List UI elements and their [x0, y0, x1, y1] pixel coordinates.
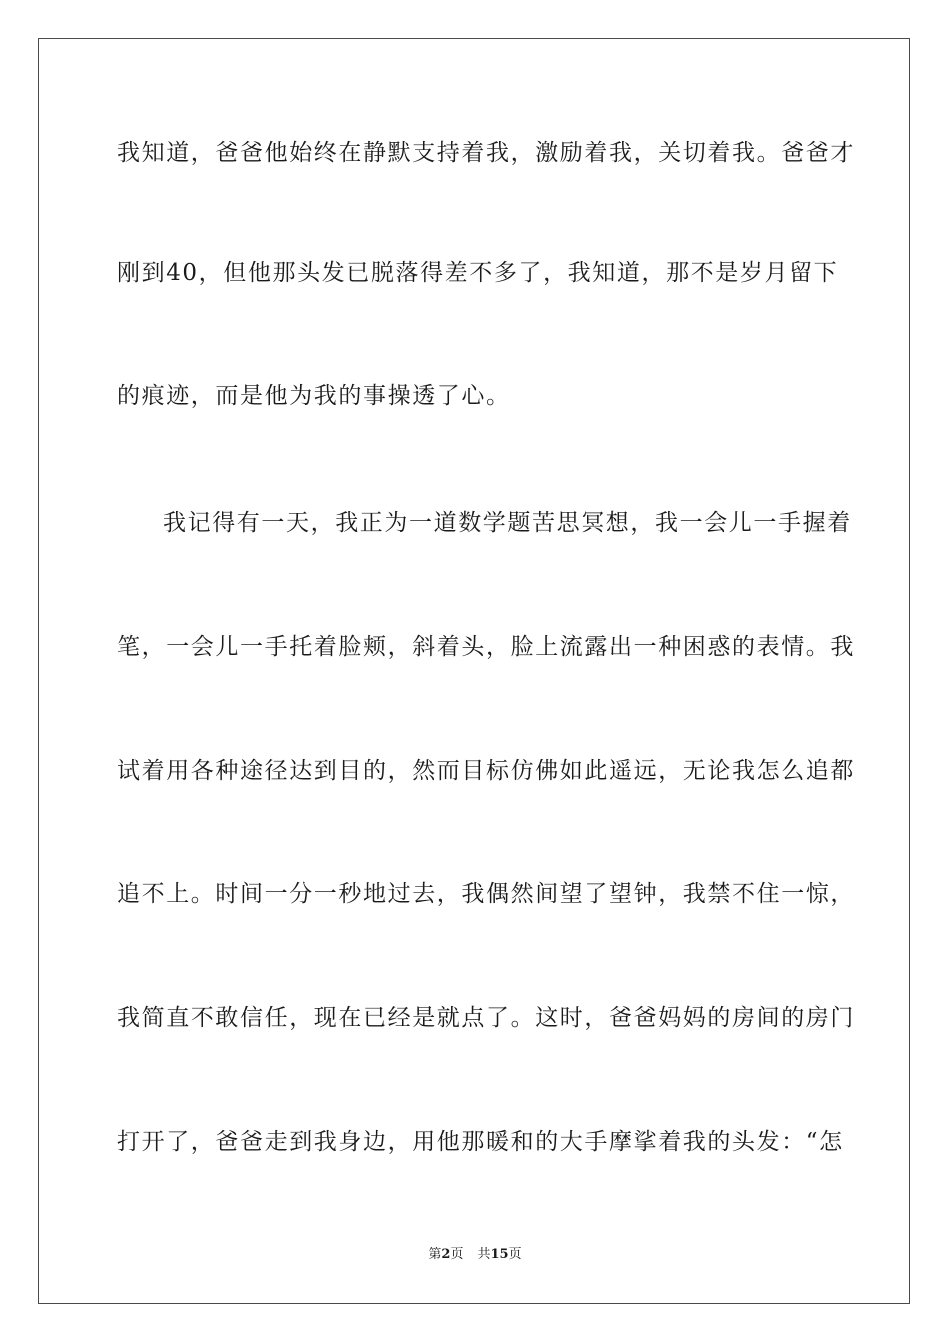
paragraph-line-5: 笔，一会儿一手托着脸颊，斜着头，脸上流露出一种困惑的表情。我 [117, 634, 855, 660]
total-prefix: 共 [477, 1247, 491, 1262]
paragraph-line-7: 追不上。时间一分一秒地过去，我偶然间望了望钟，我禁不住一惊， [117, 881, 855, 907]
total-suffix: 页 [508, 1247, 522, 1262]
paragraph-line-3: 的痕迹，而是他为我的事操透了心。 [117, 383, 511, 409]
page-footer [0, 1246, 950, 1264]
page-number: 2 [441, 1247, 451, 1262]
paragraph-line-9: 打开了，爸爸走到我身边，用他那暖和的大手摩挲着我的头发：“怎 [117, 1129, 844, 1155]
page-suffix: 页 [450, 1247, 464, 1262]
paragraph-line-6: 试着用各种途径达到目的，然而目标仿佛如此遥远，无论我怎么追都 [117, 758, 855, 784]
page-border [38, 38, 910, 1304]
paragraph-line-4: 我记得有一天，我正为一道数学题苦思冥想，我一会儿一手握着 [163, 510, 852, 536]
paragraph-line-2: 刚到40，但他那头发已脱落得差不多了，我知道，那不是岁月留下 [117, 260, 839, 286]
page-prefix: 第 [428, 1247, 442, 1262]
total-pages: 15 [490, 1247, 509, 1262]
paragraph-line-1: 我知道，爸爸他始终在静默支持着我，激励着我，关切着我。爸爸才 [117, 140, 855, 166]
paragraph-line-8: 我简直不敢信任，现在已经是就点了。这时，爸爸妈妈的房间的房门 [117, 1005, 855, 1031]
